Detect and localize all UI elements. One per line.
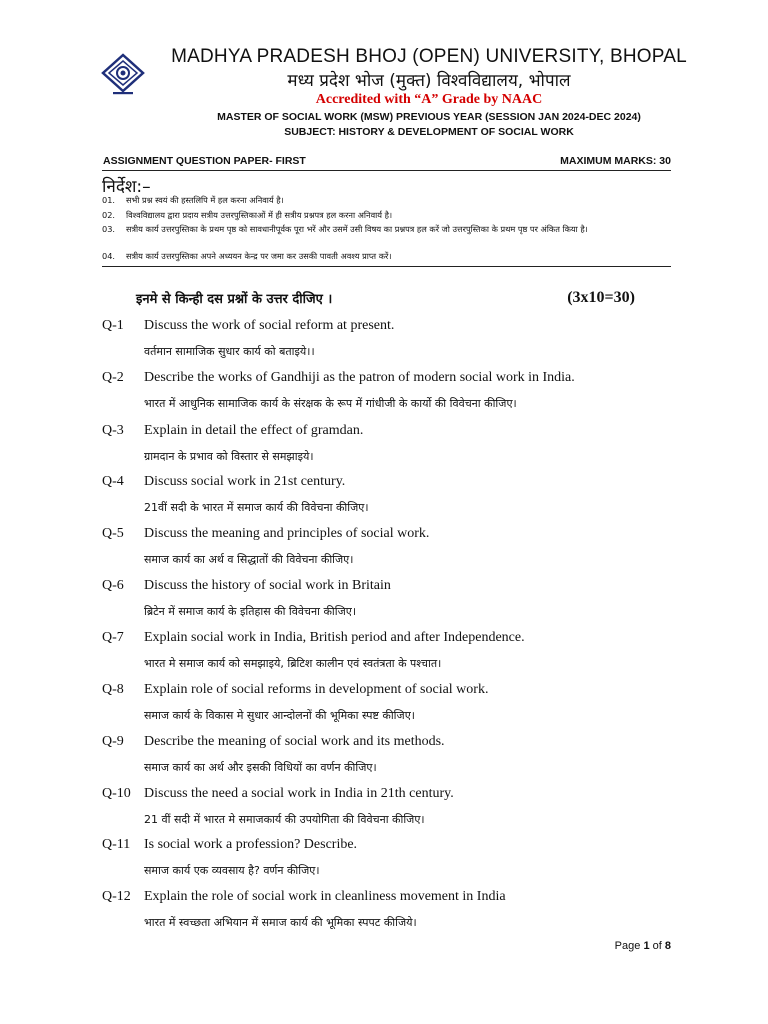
instruction-item	[102, 210, 671, 221]
question-text-hindi: भारत मे समाज कार्य को समझाइये, ब्रिटिश कालीन एवं स्वतंत्रता के पश्चात।	[144, 657, 442, 670]
question-text-english: Is social work a profession? Describe.	[144, 837, 358, 852]
question-number: Q-8	[102, 682, 124, 697]
question-text-hindi: ब्रिटेन में समाज कार्य के इतिहास की विवेचना कीजिए।	[144, 605, 357, 618]
maximum-marks: MAXIMUM MARKS: 30	[560, 155, 671, 167]
question-text-english: Explain the role of social work in cleanliness movement in India	[144, 889, 506, 904]
divider-top	[102, 170, 671, 171]
question-text-hindi: समाज कार्य एक व्यवसाय है? वर्णन कीजिए।	[144, 864, 320, 877]
instructions-heading: निर्देश:–	[102, 177, 151, 197]
university-name-hindi: मध्य प्रदेश भोज (मुक्त) विश्वविद्यालय, भोपाल	[287, 71, 571, 91]
question-text-hindi: समाज कार्य के विकास मे सुधार आन्दोलनों की भूमिका स्पष्ट कीजिए।	[144, 709, 415, 722]
question-text-english: Discuss the history of social work in Britain	[144, 578, 391, 593]
question-number: Q-11	[102, 837, 131, 852]
question-number: Q-1	[102, 318, 124, 333]
question-text-english: Describe the meaning of social work and its methods.	[144, 734, 445, 749]
question-number: Q-4	[102, 474, 124, 489]
question-text-english: Discuss the need a social work in India in 21th century.	[144, 786, 454, 801]
question-text-hindi: 21 वीं सदी में भारत मे समाजकार्य की उपयोगिता की विवेचना कीजिए।	[144, 813, 425, 826]
question-number: Q-9	[102, 734, 124, 749]
question-text-hindi: समाज कार्य का अर्थ व सिद्धातों की विवेचना कीजिए।	[144, 553, 354, 566]
paper-title: ASSIGNMENT QUESTION PAPER- FIRST	[103, 155, 306, 167]
instruction-item	[102, 195, 671, 206]
question-text-english: Discuss the meaning and principles of social work.	[144, 526, 430, 541]
section-prompt: इनमे से किन्ही दस प्रश्नों के उत्तर दीजिए ।	[136, 292, 333, 307]
university-name-english: MADHYA PRADESH BHOJ (OPEN) UNIVERSITY, BHOPAL	[171, 46, 687, 67]
divider-bottom	[102, 266, 671, 267]
page-current: 1	[643, 940, 650, 952]
subject-title: SUBJECT: HISTORY & DEVELOPMENT OF SOCIAL WORK	[284, 126, 574, 138]
question-text-hindi: भारत में आधुनिक सामाजिक कार्य के संरक्षक के रूप में गांधीजी के कार्यो की विवेचना कीजिए।	[144, 397, 517, 410]
instruction-item	[102, 251, 671, 262]
question-text-english: Explain social work in India, British period and after Independence.	[144, 630, 525, 645]
question-text-english: Explain in detail the effect of gramdan.	[144, 423, 364, 438]
instruction-text: सत्रीय कार्य उत्तरपुस्तिका अपने अध्ययन केन्द्र पर जमा कर उसकी पावती अवश्य प्राप्त करें।	[126, 251, 392, 261]
question-number: Q-12	[102, 889, 131, 904]
question-text-english: Describe the works of Gandhiji as the patron of modern social work in India.	[144, 370, 575, 385]
page-number	[615, 940, 671, 952]
question-number: Q-5	[102, 526, 124, 541]
page-total: 8	[664, 940, 671, 952]
instruction-number: 01.	[102, 195, 116, 205]
question-text-hindi: समाज कार्य का अर्थ और इसकी विधियों का वर्णन कीजिए।	[144, 761, 377, 774]
instruction-number: 03.	[102, 224, 116, 234]
instruction-number: 04.	[102, 251, 116, 261]
question-text-english: Discuss the work of social reform at present.	[144, 318, 395, 333]
question-number: Q-3	[102, 423, 124, 438]
question-text-hindi: वर्तमान सामाजिक सुधार कार्य को बताइये।।	[144, 345, 315, 358]
question-text-hindi: ग्रामदान के प्रभाव को विस्तार से समझाइये।	[144, 450, 314, 463]
question-number: Q-6	[102, 578, 124, 593]
accreditation-line: Accredited with “A” Grade by NAAC	[315, 92, 543, 107]
instruction-text: सभी प्रश्न स्वयं की हस्तलिपि में हल करना अनिवार्य है।	[126, 195, 284, 205]
instruction-text: सत्रीय कार्य उत्तरपुस्तिका के प्रथम पृष्ठ को सावधानीपूर्वक पूरा भरें और उसमें उसी विषय का प्रश्नपत्र हल करें जो उत्तरपुस्तिका के प्रथम पृष्ठ पर अंकित किया है।	[126, 224, 588, 234]
page-of: of	[652, 940, 662, 952]
instruction-item	[102, 224, 671, 235]
section-marks: (3x10=30)	[567, 289, 635, 306]
question-text-english: Discuss social work in 21st century.	[144, 474, 346, 489]
question-text-hindi: भारत में स्वच्छता अभियान में समाज कार्य की भूमिका स्पपट कीजिये।	[144, 916, 417, 929]
instruction-number: 02.	[102, 210, 116, 220]
programme-title: MASTER OF SOCIAL WORK (MSW) PREVIOUS YEAR (SESSION JAN 2024-DEC 2024)	[217, 111, 641, 123]
question-number: Q-2	[102, 370, 124, 385]
instruction-text: विश्वविद्यालय द्वारा प्रदाय सत्रीय उत्तरपुस्तिकाओं में ही सत्रीय प्रश्नपत्र हल करना अनिवार्य है।	[126, 210, 393, 220]
university-emblem-icon	[100, 52, 146, 98]
question-number: Q-7	[102, 630, 124, 645]
page-word: Page	[614, 940, 641, 952]
question-text-hindi: 21वीं सदी के भारत में समाज कार्य की विवेचना कीजिए।	[144, 501, 369, 514]
question-number: Q-10	[102, 786, 131, 801]
question-text-english: Explain role of social reforms in development of social work.	[144, 682, 489, 697]
